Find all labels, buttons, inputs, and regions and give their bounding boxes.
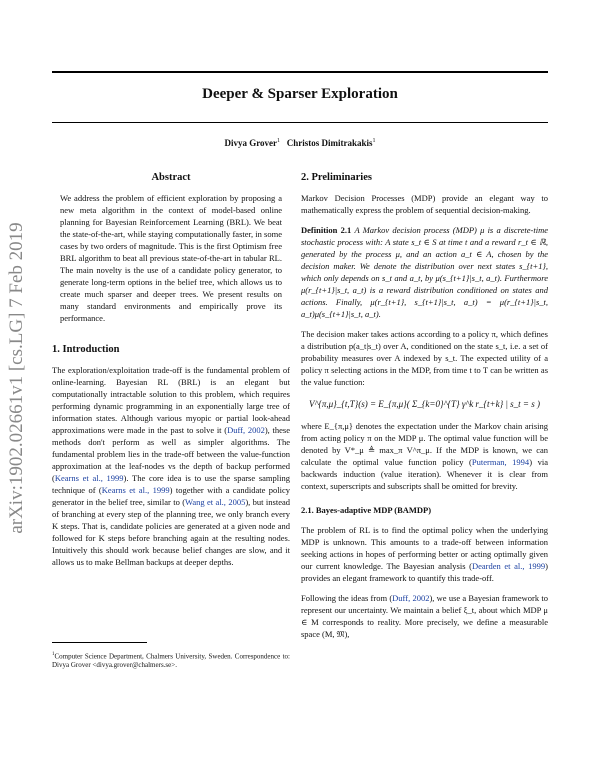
bamdp-paragraph	[301, 524, 548, 584]
paper-title: Deeper & Sparser Exploration	[202, 86, 398, 102]
citation-link[interactable]: Duff, 2002	[392, 593, 430, 603]
arxiv-sidebar-stamp	[4, 178, 30, 578]
text-run: Following the ideas from (	[301, 593, 393, 603]
text-run: The problem of RL is to find the optimal policy when the underlying MDP is unknown. This amounts to a trade-off between information seeking actions in hopes of performing better or acting optimally given our current knowledge. The Bayesian analysis (	[301, 525, 548, 571]
text-run: ), but instead of branching at every step of the planning tree, we only branch every K steps. That is, candidate policies are generated at a given node and followed for K steps before branching again at the resulting nodes. Intuitively this should work because belief changes are slow, and it allows us to make Bellman backups at deeper depths.	[52, 497, 290, 567]
definition-label: Definition 2.1	[301, 225, 352, 235]
author-name: Divya Grover	[224, 138, 278, 148]
footnote-text: Computer Science Department, Chalmers University, Sweden. Correspondence to: Divya Grover <divya.grover@chalmers.se>.	[52, 652, 290, 670]
prelim-heading: 2. Preliminaries	[301, 172, 372, 183]
title-bottom-rule	[52, 122, 548, 123]
left-column	[52, 172, 290, 568]
bamdp-paragraph-2	[301, 592, 548, 640]
footnote-mark: 1	[52, 652, 55, 657]
policy-paragraph: The decision maker takes actions according to a policy π, which defines a distribution p(a_t|s_t) over A, conditioned on the state s_t, i.e. a set of probability measures over A indexed by s_t. The expected utility of a policy π selecting actions in the MDP, from time t to T can be written as the value function:	[301, 329, 548, 387]
abstract-heading: Abstract	[151, 172, 191, 183]
text-run: ) together with a candidate policy generator in the belief tree, similar to (	[52, 485, 291, 507]
citation-link[interactable]: Kearns et al., 1999	[54, 473, 124, 483]
abstract-text: We address the problem of efficient exploration by proposing a new meta algorithm in the context of model-based online planning for Bayesian Reinforcement Learning (BRL). We beat the state-of-the-art, while staying computationally faster, in some cases by two orders of magnitude. This is the first Optimism free BRL algorithm to beat all previous state-of-the-art in tabular RL. The main novelty is the use of a candidate policy generator, to generate long-term options in the belief tree, which allows us to create much sparser and deeper trees. We present results on many standard environments and empirically prove its performance.	[60, 193, 282, 323]
text-run: ), these methods don't perform as well as simpler algorithms. The fundamental problem lies in the trade-off between the value-function approximation at the leaf-nodes vs the depth of backup performed (	[52, 425, 290, 483]
definition-block	[301, 224, 548, 320]
optimal-value-paragraph	[301, 420, 548, 492]
citation-link[interactable]: Dearden et al., 1999	[471, 561, 546, 571]
value-function-equation: V^{π,μ}_{t,T}(s) = E_{π,μ}( Σ_{k=0}^{T} γ^k r_{t+k} | s_t = s )	[308, 399, 541, 409]
affiliation-footnote	[52, 650, 290, 670]
text-run: The exploration/exploitation trade-off is the fundamental problem of online-learning. Bayesian RL (BRL) is an elegant but computationally intractable solution to this problem, which requires performing dynamic programming in an exponentially large tree of information states. Although various myopic or partial look-ahead approximations were made in the past to solve it (	[52, 365, 290, 435]
text-run: where E_{π,μ} denotes the expectation under the Markov chain arising from acting policy π on the MDP μ. The optimal value function will be denoted by V*_μ ≜ max_π V^π_μ. If the MDP is known, we can calculate the optimal value function policy (	[301, 421, 548, 467]
author-name: Christos Dimitrakakis	[286, 138, 373, 148]
text-run: ) provides an elegant framework to quantify this trade-off.	[301, 561, 548, 583]
text-run: ). The core idea is to use the sparse sampling technique of (	[52, 473, 291, 495]
title-top-rule	[52, 71, 548, 73]
intro-paragraph	[52, 364, 290, 568]
text-run: ), we use a Bayesian framework to represent our uncertainty. We maintain a belief ξ_t, about which MDP μ ∈ M corresponds to reality. More precisely, we define a measurable space (M, 𝔐),	[301, 593, 548, 639]
footnote-rule	[52, 642, 147, 643]
definition-text: A Markov decision process (MDP) μ is a discrete-time stochastic process with: A state s_t ∈ S at time t and a reward r_t ∈ ℝ, generated by the process μ, and an action a_t ∈ A, chosen by the decision maker. We denote the distribution over next states s_{t+1}, which only depends on s_t and a_t, by μ(s_{t+1}|s_t, a_t). Furthermore μ(r_{t+1}|s_t, a_t) is a reward distribution conditioned on states and actions. Finally, μ(r_{t+1}, s_{t+1}|s_t, a_t) = μ(r_{t+1}|s_t, a_t)μ(s_{t+1}|s_t, a_t).	[301, 225, 548, 319]
author-list	[52, 138, 548, 148]
prelim-paragraph: Markov Decision Processes (MDP) provide an elegant way to mathematically express the problem of sequential decision-making.	[301, 193, 548, 215]
citation-link[interactable]: Duff, 2002	[227, 425, 265, 435]
author-affil: 1	[372, 138, 376, 144]
citation-link[interactable]: Wang et al., 2005	[185, 497, 246, 507]
bamdp-heading: 2.1. Bayes-adaptive MDP (BAMDP)	[301, 505, 432, 515]
intro-heading: 1. Introduction	[52, 344, 120, 355]
arxiv-id: arXiv:1902.02661v1 [cs.LG] 7 Feb 2019	[6, 222, 27, 534]
citation-link[interactable]: Kearns et al., 1999	[101, 485, 170, 495]
right-column	[301, 172, 548, 640]
text-run: ) via backwards induction (value iteration). Whenever it is clear from context, superscripts and subscripts shall be omitted for brevity.	[301, 457, 548, 491]
author-affil: 1	[277, 138, 281, 144]
citation-link[interactable]: Puterman, 1994	[471, 457, 530, 467]
